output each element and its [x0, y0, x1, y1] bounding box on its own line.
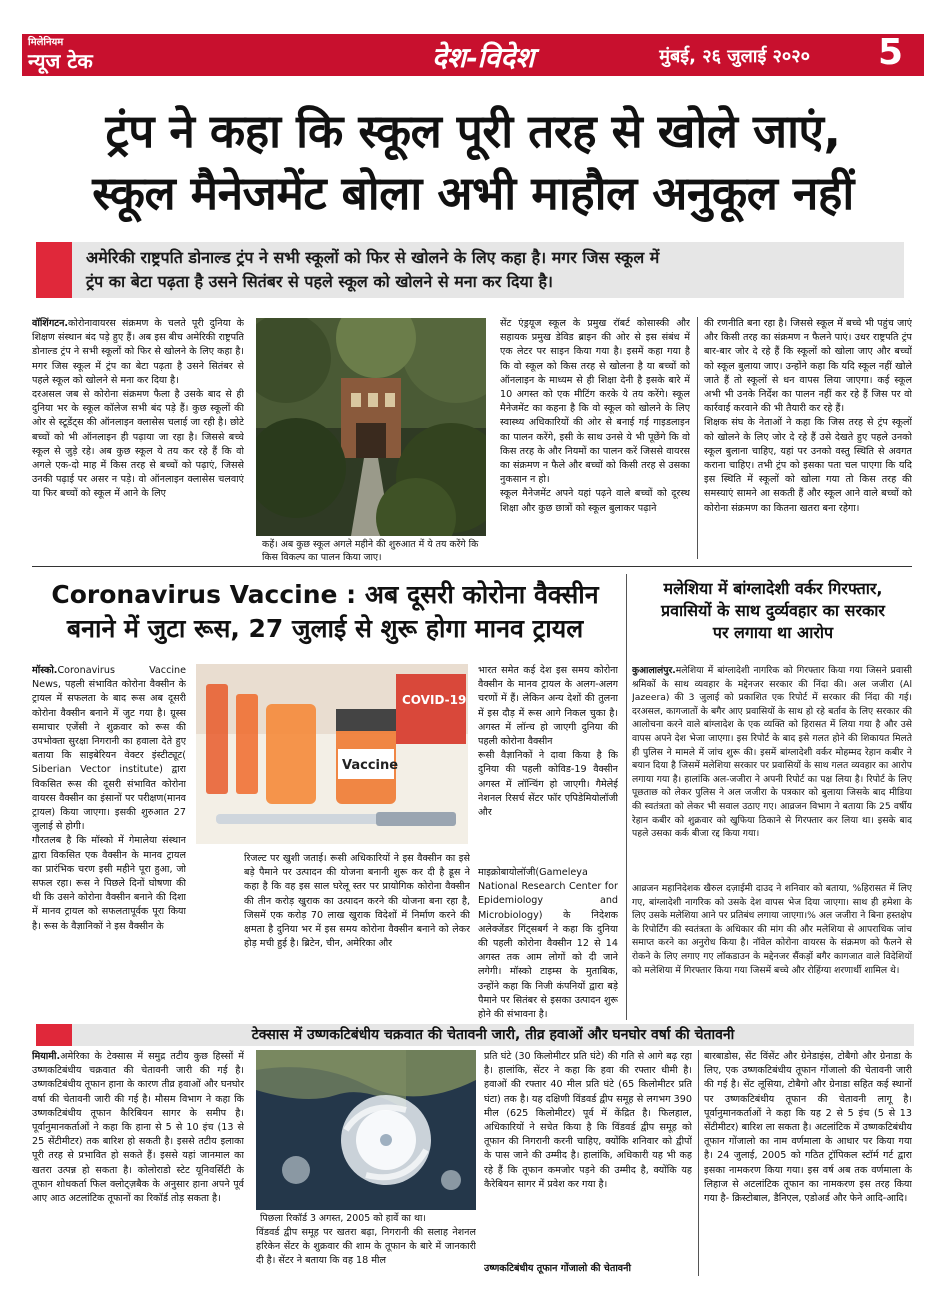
lead-headline [22, 100, 924, 224]
malaysia-col2-text: आव्रजन महानिदेशक खैरुल दज़ाईमी दाउद ने शनिवार को बताया, %हिरासत में लिए गए, बांग्लादेशी नागरिक को उसके देश वापस भेज दिया जाएगा। साथ ही हमेशा के लिए उसके मलेशिया आने पर प्रतिबंध लगाया जाएगा।% अल जजीरा ने बिना हस्तक्षेप के रिपोर्टिंग की स्वतंत्रता के अधिकार की मांग की और मलेशिया से आपराधिक जांच समाप्त करने का अनुरोध किया है। नॉवेल कोरोना वायरस के संक्रमण को फैलने से रोकने के लिए लगाए गए लॉकडाउन के मद्देनजर सैंकड़ों बगैर कागजात वाले विदेशियों को मलेशिया में गिरफ्तार किया गया जिसमें बच्चे और रोहिंग्या शरणार्थी शामिल थे। [632, 883, 912, 976]
deck-accent [36, 242, 72, 298]
brand-block [22, 34, 132, 76]
brand-small: मिलेनियम [28, 37, 64, 48]
lead-column-3 [500, 317, 690, 559]
lead-column-4 [704, 317, 912, 559]
lead-dateline: वॉशिंगटन. [32, 318, 69, 329]
texas-col1-text: अमेरिका के टेक्सास में समुद्र तटीय कुछ हिस्सों में उष्णकटिबंधीय चक्रवात की चेतावनी जारी की गई है। उष्णकटिबंधीय तूफान हाना के कारण तीव्र हवाओं और घनघोर वर्षा की चेतावनी जारी की गई है। मौसम विभाग ने कहा कि उष्णकटिबंधीय तूफान कैरिबियन सागर के समीप है। पूर्वानुमानकर्ताओं ने कहा कि हाना से 5 से 10 इंच (13 से 25 सेंटीमीटर) तक बारिश हो सकती है। इससे तटीय इलाका पूरी तरह से प्रभावित हो सकते हैं। इससे यहां जानमाल का खतरा उत्पन्न हो सकता है। कोलोराडो स्टेट यूनिवर्सिटी के तूफान शोधकर्ता फिल क्लोट्ज़बैक के अनुसार हाना अपने पूर्व आए आठ अटलांटिक तूफानों का रिकॉर्ड तोड़ सकता है। [32, 1051, 244, 1205]
malaysia-column-1 [632, 664, 912, 880]
lead-deck-line-2: ट्रंप का बेटा पढ़ता है उसने सितंबर से पहले स्कूल को खोलने से मना कर दिया है। [86, 272, 553, 291]
vaccine-vial-label: Vaccine [342, 758, 399, 773]
texas-headline: टेक्सास में उष्णकटिबंधीय चक्रवात की चेतावनी जारी, तीव्र हवाओं और घनघोर वर्षा की चेतावनी [251, 1027, 735, 1043]
lead-col4-text: की रणनीति बना रहा है। जिससे स्कूल में बच्चे भी पहुंच जाएं और किसी तरह का संक्रमण न फैलने पाएं। उधर राष्ट्रपति ट्रंप बार-बार जोर दे रहे हैं कि स्कूलों को खोला जाए और बच्चों को स्कूल बुलाया जाए। उन्होंने कहा कि यदि स्कूल नहीं खोले जाते हैं तो स्कूलों से धन वापस लिया जाएगा। कई स्कूल अभी भी उनके निर्देश का पालन नहीं कर रहे हैं जिस पर वो कार्रवाई करवाने की भी तैयारी कर रहे हैं। [704, 318, 912, 415]
malaysia-headline-line-2: प्रवासियों के साथ दुर्व्यवहार का सरकार [661, 601, 885, 620]
texas-col4-text: बारबाडोस, सेंट विंसेंट और ग्रेनेडाइंस, टोबैगो और ग्रेनाडा के लिए, एक उष्णकटिबंधीय तूफान गोंजालो की चेतावनी जारी की गई है। सेंट लूसिया, टोबैगो और ग्रेनाडा सहित कई स्थानों पर उष्णकटिबंधीय तूफान की चेतावनी लागू है। पूर्वानुमानकर्ताओं ने कहा कि यह 2 से 5 इंच (5 से 13 सेंटीमीटर) बारिश ला सकता है। अटलांटिक में उष्णकटिबंधीय तूफान गोंजालो का नाम वर्णमाला के आधार पर किया गया है। 24 जुलाई, 2005 को गठित ट्रॉपिकल स्टॉर्म गर्ट द्वारा इसका नामकरण किया गया। इस वर्ष अब तक वर्णमाला के लिहाज से अटलांटिक तूफान का नामकरण इस तरह किया गया है- क्रिस्टोबाल, डैनिएल, एडोअर्ड और फेने आदि-आदि। [704, 1051, 912, 1205]
cyclone-photo-caption: पिछला रिकॉर्ड 3 अगस्त, 2005 को हार्वे का था। [260, 1213, 426, 1224]
malaysia-dateline: कुआलालंपुर. [632, 665, 676, 676]
texas-col3-text: प्रति घंटे (30 किलोमीटर प्रति घंटे) की गति से आगे बढ़ रहा है। हालांकि, सेंटर ने कहा कि हवा की रफ्तार धीमी है। हवाओं की रफ्तार 40 मील प्रति घंटे (65 किलोमीटर प्रति घंटा) तक है। यह दक्षिणी विंडवर्ड द्वीप समूह से लगभग 390 मील (625 किलोमीटर) पूर्व में केंद्रित है। फिलहाल, अधिकारियों ने सचेत किया है कि विंडवर्ड द्वीप समूह को तूफान की निगरानी करनी चाहिए, क्योंकि शनिवार को द्वीपों के पास जाने की उम्मीद है। हालांकि, अधिकारी यह भी कह रहे हैं कि तूफान कमजोर पड़ने की उम्मीद है, क्योंकि यह कैरेबियन सागर में प्रवेश कर गया है। [484, 1051, 692, 1190]
school-photo [256, 318, 486, 536]
column-rule-2 [626, 574, 627, 1020]
vaccine-column-3 [478, 664, 618, 864]
vaccine-column-3b [478, 866, 618, 1020]
vaccine-col2-text: रिजल्ट पर खुशी जताई। रूसी अधिकारियों ने इस वैक्सीन का इसे बड़े पैमाने पर उत्पादन की योजना बनानी शुरू कर दी है ह्रूस ने कहा है कि वह इस साल घरेलू स्तर पर प्रायोगिक कोरोना वैक्सीन की तीन करोड़ खुराक का उत्पादन करने की योजना बना रहा है, जिसमें एक करोड़ 70 लाख खुराक विदेशों में निर्माण करने की क्षमता है दुनिया भर में इस समय कोरोना वैक्सीन बनाने को लेकर होड़ मची हुई है। ब्रिटेन, चीन, अमेरिका और [244, 853, 470, 950]
vaccine-col3a-text: भारत समेत कई देश इस समय कोरोना वैक्सीन के मानव ट्रायल के अलग-अलग चरणों में हैं। लेकिन अन्य देशों की तुलना में इस दौड़ में रूस आगे निकल चुका है।अगस्त में लॉन्च हो जाएगी दुनिया की पहली कोरोना वैक्सीन [478, 665, 618, 748]
lead-col1-text: कोरोनावायरस संक्रमण के चलते पूरी दुनिया के शिक्षण संस्थान बंद पड़े हुए हैं। अब इस बीच अमेरिकी राष्ट्रपति डोनाल्ड ट्रंप ने सभी स्कूलों को फिर से खोलने के लिए कहा है। मगर जिस स्कूल में ट्रंप का बेटा पढ़ता है उसने सितंबर से पहले स्कूल को खोलने से मना कर दिया है। [32, 318, 244, 386]
vaccine-photo [196, 664, 468, 844]
school-photo-art [256, 318, 486, 536]
page-number: 5 [878, 32, 904, 73]
texas-column-3 [484, 1050, 692, 1262]
vaccine-headline [32, 578, 618, 646]
texas-column-2 [256, 1226, 476, 1278]
lead-headline-line-2: स्कूल मैनेजमेंट बोला अभी माहौल अनुकूल नहीं [92, 166, 854, 220]
vaccine-photo-art [196, 664, 468, 844]
vaccine-col3b-text: रूसी वैज्ञानिकों ने दावा किया है कि दुनिया की पहली कोविड-19 वैक्सीन अगस्त में लॉन्चिंग हो जाएगी। गैमेलेई नेशनल रिसर्च सेंटर फॉर एपिडेमियोलॉजी और [478, 750, 618, 819]
school-photo-caption: कहें। अब कुछ स्कूल अगले महीने की शुरुआत में ये तय करेंगे कि किस विकल्प का पालन किया जाए। [262, 539, 479, 563]
vaccine-col3c-text: माइक्रोबायोलॉजी(Gameleya National Research Center for Epidemiology and Microbiology) के निदेशक अलेक्जेंडर गिंट्सबर्ग ने कहा कि दुनिया की पहली कोरोना वैक्सीन 12 से 14 अगस्त तक आम लोगों को दी जाने लगेगी। मॉस्को टाइम्स के मुताबिक, उन्होंने कहा कि निजी कंपनियों द्वारा बड़े पैमाने पर सितंबर से इसका उत्पादन शुरू होने की संभावना है। [478, 867, 618, 1020]
malaysia-column-2 [632, 882, 912, 1020]
column-rule [697, 317, 698, 559]
texas-col2b-text: विंडवर्ड द्वीप समूह पर खतरा बढ़ा, निगरानी की सलाह नेशनल हरिकेन सेंटर के शुक्रवार की शाम के तूफान के बारे में जानकारी दी है। सेंटर ने बताया कि वह 18 मील [256, 1227, 476, 1267]
covid-label: COVID-19 [402, 693, 467, 707]
brand-name: न्यूज टेक [28, 49, 93, 73]
section-name: देश-विदेश [432, 41, 535, 74]
malaysia-headline [632, 578, 914, 644]
lead-col1b-text: दरअसल जब से कोरोना संक्रमण फैला है उसके बाद से ही दुनिया भर के स्कूल कॉलेज सभी बंद पड़े हैं। कुछ स्कूलों की ओर से स्टूडेंट्स की ऑनलाइन क्लासेस चलाई जा रही है। छोटे बच्चों को भी ऑनलाइन ही पढ़ाया जा रहा है। जिससे बच्चे स्कूल से जुड़े रहे। अब कुछ स्कूल ये तय कर रहे हैं कि वो अगले एक-दो माह में किस तरह से बच्चों को पढ़ाएं, जिससे उनकी पढ़ाई पर असर न पड़े। वो ऑनलाइन क्लासेस चलवाएं या फिर बच्चों को स्कूल में आने के लिए [32, 389, 244, 500]
lead-headline-line-1: ट्रंप ने कहा कि स्कूल पूरी तरह से खोले जाएं, [105, 104, 841, 158]
section-divider [32, 566, 912, 567]
malaysia-headline-line-3: पर लगाया था आरोप [712, 623, 834, 642]
lead-col3b-text: स्कूल मैनेजमेंट अपने यहां पढ़ने वाले बच्चों को दूरस्थ शिक्षा और कुछ छात्रों को स्कूल बुलाकर पढ़ाने [500, 488, 690, 514]
malaysia-headline-line-1: मलेशिया में बांग्लादेशी वर्कर गिरफ्तार, [663, 579, 883, 598]
lead-deck-line-1: अमेरिकी राष्ट्रपति डोनाल्ड ट्रंप ने सभी स्कूलों को फिर से खोलने के लिए कहा है। मगर जिस स्कूल में [86, 248, 660, 267]
vaccine-headline-line-1: Coronavirus Vaccine : अब दूसरी कोरोना वैक्सीन [51, 580, 599, 609]
texas-column-1 [32, 1050, 244, 1278]
texas-column-4 [704, 1050, 912, 1278]
texas-dateline: मियामी. [32, 1051, 61, 1062]
page-number-block [818, 34, 924, 76]
vaccine-col1b-text: गौरतलब है कि मॉस्को में गेमालेया संस्थान द्वारा विकसित एक वैक्सीन के मानव ट्रायल का प्रारंभिक चरण इसी महीने पूरा हुआ, जो सफल रहा। रूस ने पिछले दिनों घोषणा की थी कि उसने कोरोना वैक्सीन बनाने की दिशा में मानव ट्रायल को सफलतापूर्वक पूरा किया है। रूस के वैज्ञानिकों ने इस वैक्सीन के [32, 835, 186, 932]
texas-subhead: उष्णकटिबंधीय तूफान गोंजालो की चेतावनी [484, 1263, 631, 1274]
cyclone-photo-art [256, 1050, 476, 1210]
section-band [132, 34, 818, 76]
lead-col3-text: सेंट एंड्रयूज स्कूल के प्रमुख रॉबर्ट कोसास्की और सहायक प्रमुख डेविड ब्राइन की ओर से इस संबंध में एक लेटर पर साइन किया गया है। इसमें कहा गया है कि वो स्कूल को किस तरह से खोलना है या बच्चों को ऑनलाइन के माध्यम से ही शिक्षा देनी है इसके बारे में 10 अगस्त को एक मीटिंग करके ये तय करेंगे। स्कूल मैनेजमेंट का कहना है कि वो स्कूल को खोलने के लिए स्वास्थ्य अधिकारियों की ओर से बनाई गई गाइडलाइन का पालन करेंगे, इसी के साथ उनसे ये भी पूछेंगे कि वो किस तरह के और नियमों का पालन करें जिससे वायरस का संक्रमण न फैले और बच्चों को किसी तरह से उसका नुकसान न हो। [500, 318, 690, 486]
vaccine-column-2 [244, 852, 470, 1020]
column-rule-3 [698, 1050, 699, 1276]
lead-column-1 [32, 317, 244, 559]
vaccine-col1a-text: Coronavirus Vaccine News, पहली संभावित कोरोना वैक्सीन के ट्रायल में सफलता के बाद रूस अब दूसरी कोरोना वैक्सीन बनाने में जुट गया है। ग्रूस्स समाचार एजेंसी ने शुक्रवार को रूस की उपभोक्ता सुरक्षा निगरानी का हवाला देते हुए बताया कि साइबेरियन वेक्टर इंस्टीट्यूट( Siberian Vector institute) द्वारा विकसित रूस की दूसरी संभावित कोरोना वायरस वैक्सीन का इंसानों पर परीक्षण(मानव ट्रायल) किया जाएगा। इसकी शुरुआत 27 जुलाई से होगी। [32, 665, 186, 833]
cyclone-photo [256, 1050, 476, 1210]
vaccine-dateline: मॉस्को. [32, 665, 58, 676]
lead-col4b-text: शिक्षक संघ के नेताओं ने कहा कि जिस तरह से ट्रंप स्कूलों को खोलने के लिए जोर दे रहे हैं उसे देखते हुए पहले उनको स्कूल बुलाना चाहिए, यहां पर उनको वस्तु स्थिति से अवगत कराना चाहिए। तभी ट्रंप को इसका पता चल पाएगा कि यदि इस स्थिति में स्कूलों को खोला गया तो किस तरह की समस्याएं सामने आ सकती हैं और स्कूल आने वाले बच्चों को कोरोना संक्रमण का कितना खतरा बना रहेगा। [704, 417, 912, 514]
vaccine-column-1 [32, 664, 186, 1016]
issue-date: मुंबई, २६ जुलाई २०२० [659, 46, 810, 67]
texas-accent [36, 1024, 72, 1046]
masthead [22, 34, 924, 76]
vaccine-headline-line-2: बनाने में जुटा रूस, 27 जुलाई से शुरू होगा मानव ट्रायल [66, 614, 584, 643]
malaysia-col1-text: मलेशिया में बांग्लादेशी नागरिक को गिरफ्तार किया गया जिसने प्रवासी श्रमिकों के साथ व्यवहार के मद्देनजर सरकार की निंदा की। अल जजीरा (Al Jazeera) की 3 जुलाई को प्रकाशित एक रिपोर्ट में सरकार की निंदा की गई। दरअसल, कागजातों के बगैर आए प्रवासियों के साथ हो रहे बर्ताव के लिए सरकार की आलोचना करने वाले बांग्लादेश के एक व्यक्ति को हिरासत में लिया गया है और उसे वापस अपने देश भेजा जाएगा। इस रिपोर्ट के बाद इसे गलत होने की शिकायत मिलते ही पुलिस ने मामले में जांच शुरू की। इसमें बांग्लादेशी वर्कर मोहम्मद रेहान कबीर ने बयान दिया है जिसमें मलेशिया सरकार पर प्रवासियों के साथ गलत व्यवहार का आरोप लगाया गया है। हालांकि अल-जजीरा ने अपनी रिपोर्ट का पक्ष लिया है। रिपोर्ट के लिए पूछताछ को लेकर पुलिस ने अल जजीरा के पत्रकार को बुलाया जिसके बाद मीडिया की स्वतंत्रता को लेकर भी सवाल उठाए गए। आव्रजन विभाग ने बताया कि 25 वर्षीय रेहान कबीर को शुक्रवार को खुफिया ठिकाने से गिरफ्तार कर लिया था। इसके बाद पहले उसका कर्क बीजा रद्द किया गया। [632, 665, 912, 840]
lead-deck [72, 242, 904, 298]
